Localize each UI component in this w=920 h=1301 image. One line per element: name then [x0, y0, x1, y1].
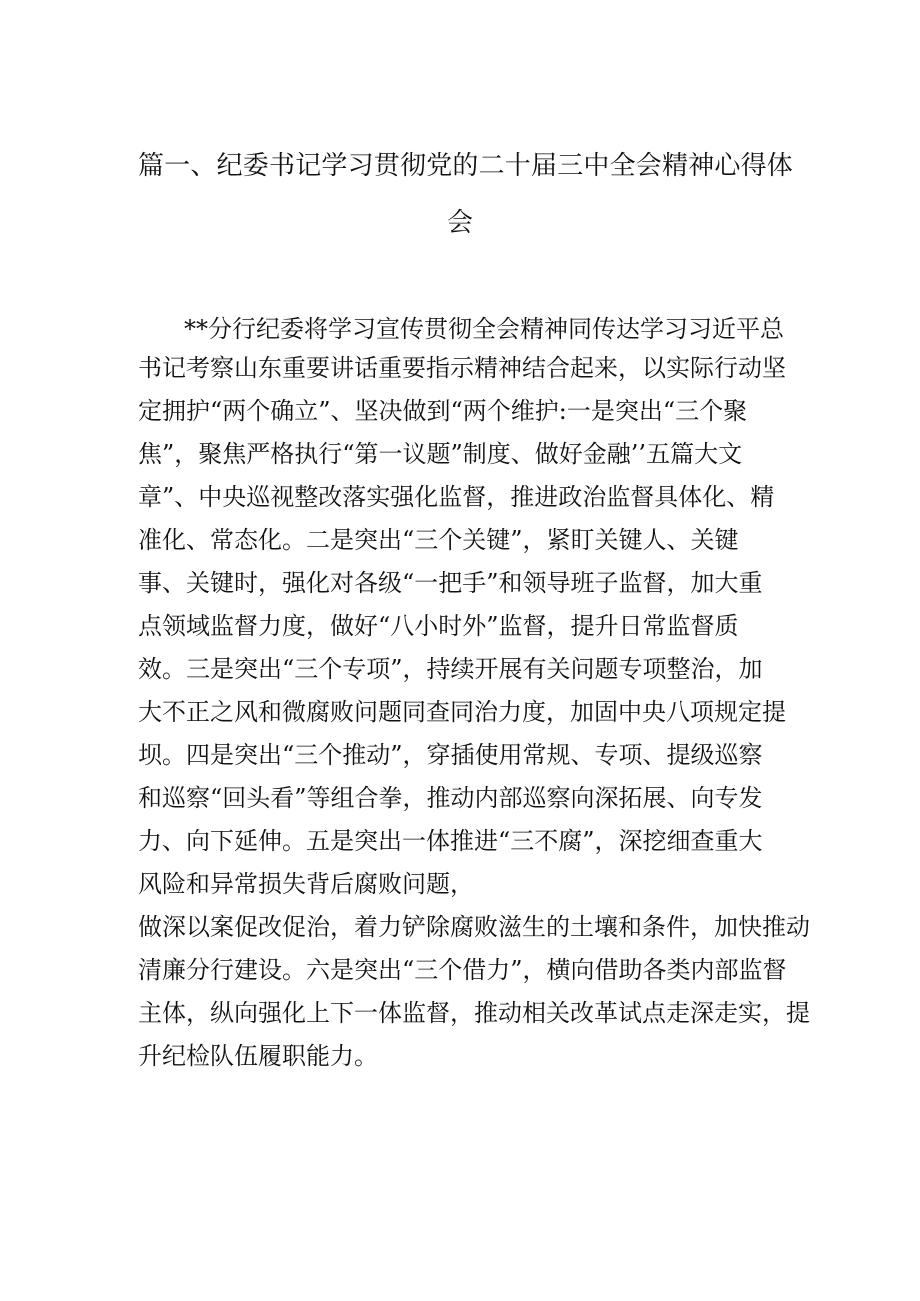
body-line-5: 章”、中央巡视整改落实强化监督，推进政治监督具体化、精	[138, 483, 775, 511]
body-line-1: **分行纪委将学习宣传贯彻全会精神同传达学习习近平总	[184, 315, 784, 343]
document-title-line-1: 篇一、纪委书记学习贯彻党的二十届三中全会精神心得体	[138, 151, 794, 181]
body-line-14: 风险和异常损失背后腐败问题，	[138, 870, 474, 898]
body-line-8: 点领域监督力度，做好“八小时外”监督，提升日常监督质	[138, 612, 739, 640]
document-title-line-2: 会	[446, 208, 473, 238]
body-line-12: 和巡察“回头看”等组合拳，推动内部巡察向深拓展、向专发	[138, 784, 763, 812]
body-line-13: 力、向下延伸。五是突出一体推进“三不腐”，深挖细查重大	[138, 827, 763, 855]
body-line-2: 书记考察山东重要讲话重要指示精神结合起来，以实际行动坚	[138, 354, 786, 382]
body-line-18: 升纪检队伍履职能力。	[138, 1042, 378, 1070]
body-line-6: 准化、常态化。二是突出“三个关键”，紧盯关键人、关键	[138, 526, 739, 554]
body-line-9: 效。三是突出“三个专项”，持续开展有关问题专项整治，加	[138, 655, 763, 683]
body-line-11: 坝。四是突出“三个推动”，穿插使用常规、专项、提级巡察	[138, 741, 763, 769]
body-line-3: 定拥护“两个确立”、坚决做到“两个维护:一是突出“三个聚	[138, 397, 748, 425]
body-line-4: 焦”，聚焦严格执行“第一议题”制度、做好金融’’五篇大文	[138, 440, 743, 468]
body-line-17: 主体，纵向强化上下一体监督，推动相关改革试点走深走实，提	[138, 999, 810, 1027]
body-line-7: 事、关键时，强化对各级“一把手”和领导班子监督，加大重	[138, 569, 763, 597]
body-line-15: 做深以案促改促治，着力铲除腐败滋生的土壤和条件，加快推动	[138, 913, 810, 941]
body-line-10: 大不正之风和微腐败问题同查同治力度，加固中央八项规定提	[138, 698, 786, 726]
body-line-16: 清廉分行建设。六是突出“三个借力”，横向借助各类内部监督	[138, 956, 787, 984]
